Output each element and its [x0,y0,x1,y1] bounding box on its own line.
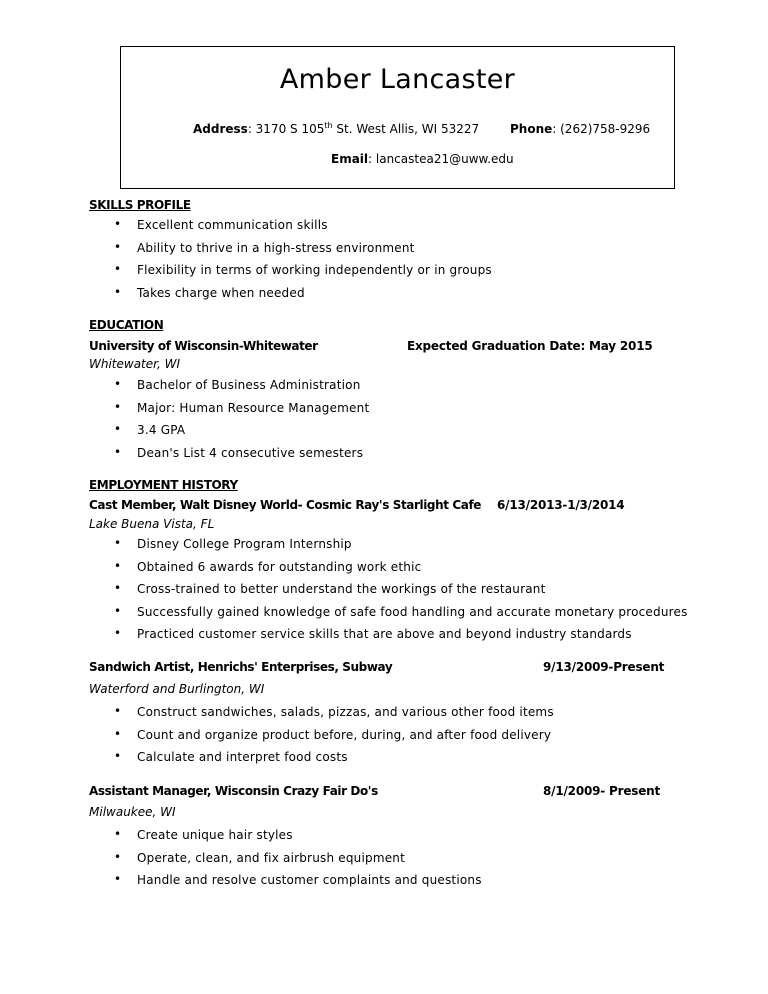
address-line [193,121,651,136]
email-line [331,152,514,166]
duty-text: Operate, clean, and fix airbrush equipment [137,850,406,865]
bullet-icon: • [114,377,122,391]
job-title: Assistant Manager, Wisconsin Crazy Fair Do's [89,784,378,798]
bullet-icon: • [114,626,122,640]
duty-text: Successfully gained knowledge of safe food handling and accurate monetary procedures [137,604,688,619]
skill-text: Excellent communication skills [137,218,328,232]
bullet-icon: • [114,849,122,864]
phone-line [510,122,650,136]
job-location: Milwaukee, WI [89,805,176,819]
bullet-icon: • [114,726,122,741]
education-text: Bachelor of Business Administration [137,378,361,392]
duty-text: Handle and resolve customer complaints and questions [137,873,482,887]
job-date: 8/1/2009- Present [543,784,661,798]
skill-text: Takes charge when needed [137,285,305,300]
bullet-icon: • [114,217,122,231]
bullet-icon: • [114,239,122,254]
email-label: Email [331,152,369,166]
duty-text: Count and organize product before, during, and after food delivery [137,727,552,742]
duty-text: Cross-trained to better understand the workings of the restaurant [137,582,546,596]
bullet-icon: • [114,704,122,718]
bullet-icon: • [114,536,122,550]
job-date: 9/13/2009-Present [543,660,665,674]
job-location: Lake Buena Vista, FL [89,517,215,531]
duty-text: Disney College Program Internship [137,537,352,551]
bullet-icon: • [114,422,122,436]
duty-text: Calculate and interpret food costs [137,750,348,764]
graduation-date: Expected Graduation Date: May 2015 [407,339,653,353]
bullet-icon: • [114,827,122,841]
phone-label: Phone [510,122,553,136]
address-ordinal: th [324,121,333,130]
education-text: Dean's List 4 consecutive semesters [137,445,364,460]
school-location: Whitewater, WI [89,357,181,371]
duty-text: Practiced customer service skills that are above and beyond industry standards [137,627,632,641]
skill-text: Ability to thrive in a high-stress environment [137,240,415,255]
bullet-icon: • [114,872,122,886]
bullet-icon: • [114,284,122,299]
skill-text: Flexibility in terms of working independently or in groups [137,263,492,277]
bullet-icon: • [114,581,122,595]
phone-value: : (262)758-9296 [552,122,651,136]
skills-heading: SKILLS PROFILE [89,198,191,212]
bullet-icon: • [114,262,122,276]
email-value: : lancastea21@uww.edu [368,152,514,166]
bullet-icon: • [114,603,122,618]
school-name: University of Wisconsin-Whitewater [89,339,318,353]
bullet-icon: • [114,444,122,459]
bullet-icon: • [114,558,122,573]
education-heading: EDUCATION [89,318,164,332]
job-title: Cast Member, Walt Disney World- Cosmic Ray's Starlight Cafe [89,498,482,512]
duty-text: Create unique hair styles [137,828,293,842]
address-value-rest: St. West Allis, WI 53227 [332,122,480,136]
education-text: Major: Human Resource Management [137,400,370,415]
bullet-icon: • [114,749,122,763]
address-value: : 3170 S 105 [247,122,325,136]
candidate-name: Amber Lancaster [279,64,516,95]
education-text: 3.4 GPA [137,423,186,437]
job-title: Sandwich Artist, Henrichs' Enterprises, Subway [89,660,393,674]
address-label: Address [193,122,248,136]
duty-text: Construct sandwiches, salads, pizzas, and various other food items [137,705,554,719]
employment-heading: EMPLOYMENT HISTORY [89,478,238,492]
job-location: Waterford and Burlington, WI [89,682,265,696]
duty-text: Obtained 6 awards for outstanding work ethic [137,559,422,574]
resume-header [120,46,675,189]
bullet-icon: • [114,399,122,414]
job-date: 6/13/2013-1/3/2014 [497,498,625,512]
